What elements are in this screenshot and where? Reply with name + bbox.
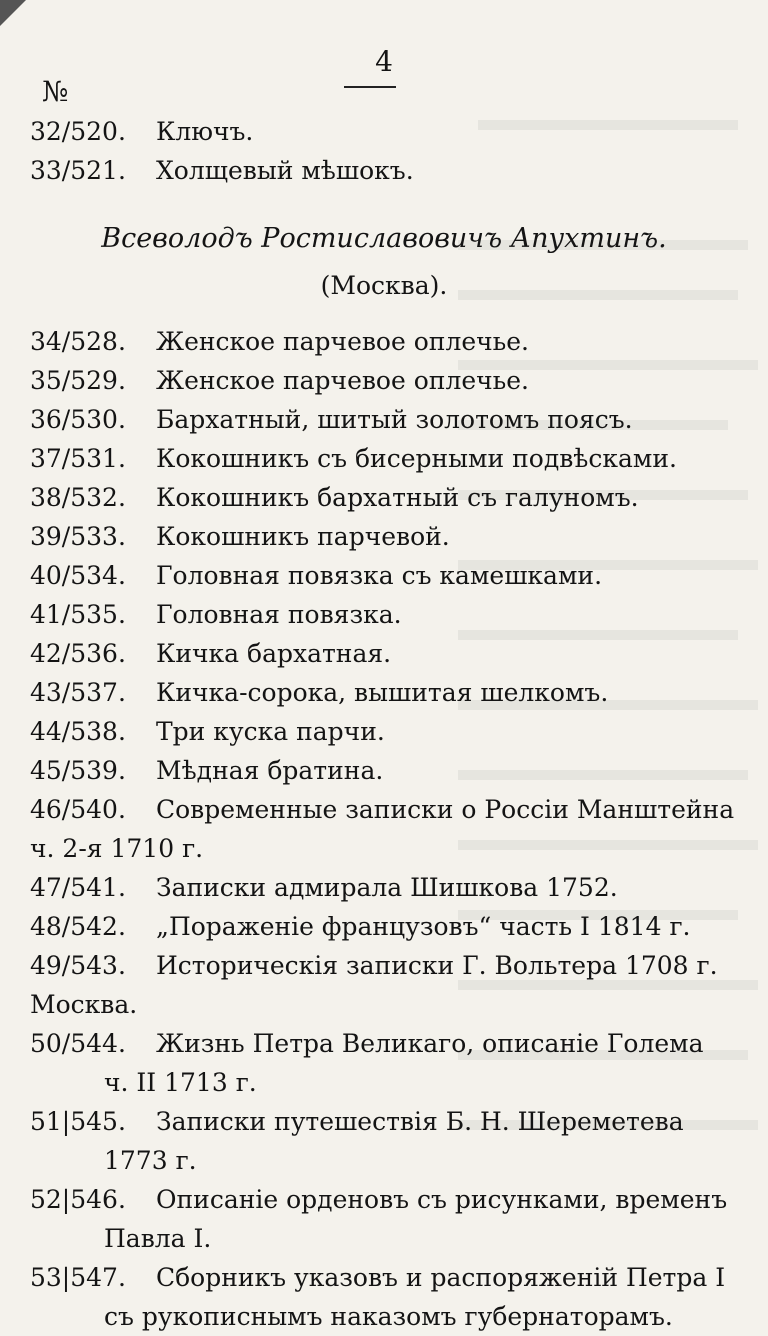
entry-continuation: ч. 2-я 1710 г. <box>30 834 204 863</box>
page-number-rule <box>344 86 396 88</box>
entry-number: 32/520. <box>30 117 126 146</box>
entry-number: 44/538. <box>30 717 126 746</box>
entry-line <box>30 673 724 712</box>
entry-text: Сборникъ указовъ и распоряженій Петра I <box>156 1263 726 1292</box>
catalog-entry <box>30 556 724 595</box>
entry-number: 53|547. <box>30 1263 126 1292</box>
entry-text: Записки путешествія Б. Н. Шереметева <box>156 1107 684 1136</box>
entry-number: 51|545. <box>30 1107 126 1136</box>
entry-line <box>30 556 724 595</box>
entry-text: Кичка бархатная. <box>156 639 392 668</box>
catalog-entry <box>30 751 724 790</box>
page-number: 4 <box>375 45 393 78</box>
entry-continuation: Павла I. <box>104 1224 212 1253</box>
catalog-entry <box>30 361 724 400</box>
entry-text: Жизнь Петра Великаго, описаніе Голема <box>156 1029 704 1058</box>
entry-text: Ключъ. <box>156 117 254 146</box>
entry-line <box>30 439 724 478</box>
entry-line <box>30 517 724 556</box>
entry-text: Женское парчевое оплечье. <box>156 327 529 356</box>
catalog-entry <box>30 151 730 190</box>
catalog-entry <box>30 673 724 712</box>
catalog-entry <box>30 478 724 517</box>
entry-line <box>30 1024 724 1063</box>
entry-number: 45/539. <box>30 756 126 785</box>
entry-number: 33/521. <box>30 156 126 185</box>
catalog-entry <box>30 634 724 673</box>
entry-number: 50/544. <box>30 1029 126 1058</box>
catalog-entry <box>30 868 724 907</box>
entry-text: „Пораженіе французовъ“ часть I 1814 г. <box>156 912 691 941</box>
catalog-entry <box>30 322 724 361</box>
entry-number: 47/541. <box>30 873 126 902</box>
catalog-entry <box>30 439 724 478</box>
entry-line <box>30 322 724 361</box>
entry-number: 36/530. <box>30 405 126 434</box>
entry-line <box>30 112 730 151</box>
entry-number: 43/537. <box>30 678 126 707</box>
entry-number: 52|546. <box>30 1185 126 1214</box>
catalog-entry <box>30 112 730 151</box>
catalog-entry <box>30 400 724 439</box>
entry-text: Головная повязка съ камешками. <box>156 561 603 590</box>
entry-number: 41/535. <box>30 600 126 629</box>
entry-line <box>30 1258 724 1297</box>
entry-text: Холщевый мѣшокъ. <box>156 156 414 185</box>
entry-text: Женское парчевое оплечье. <box>156 366 529 395</box>
entry-line <box>30 1180 728 1219</box>
catalog-entry <box>30 946 724 1024</box>
entry-line <box>30 361 724 400</box>
entry-number: 34/528. <box>30 327 126 356</box>
catalog-entry <box>30 1180 728 1258</box>
entry-number: 39/533. <box>30 522 126 551</box>
entry-list-main <box>30 322 735 1336</box>
entry-number: 42/536. <box>30 639 126 668</box>
entry-continuation: ч. II 1713 г. <box>104 1068 257 1097</box>
entry-continuation: 1773 г. <box>104 1146 197 1175</box>
catalog-entry <box>30 517 724 556</box>
entry-line <box>30 907 724 946</box>
entry-number: 48/542. <box>30 912 126 941</box>
catalog-entry <box>30 712 724 751</box>
catalog-entry <box>30 790 735 868</box>
entry-text: Историческія записки Г. Вольтера 1708 г. <box>156 951 718 980</box>
entry-text: Кокошникъ бархатный съ галуномъ. <box>156 483 639 512</box>
entry-line <box>30 400 724 439</box>
entry-line <box>30 478 724 517</box>
entry-text: Мѣдная братина. <box>156 756 384 785</box>
entry-line <box>30 595 724 634</box>
entry-line <box>30 868 724 907</box>
entry-text: Кокошникъ парчевой. <box>156 522 450 551</box>
catalog-entry <box>30 1024 724 1102</box>
entry-text: Описаніе орденовъ съ рисунками, временъ <box>156 1185 728 1214</box>
entry-line <box>30 1102 724 1141</box>
entry-text: Три куска парчи. <box>156 717 385 746</box>
entry-continuation: съ рукописнымъ наказомъ губернаторамъ. <box>104 1302 673 1331</box>
entry-text: Головная повязка. <box>156 600 402 629</box>
catalog-entry <box>30 595 724 634</box>
entry-text: Записки адмирала Шишкова 1752. <box>156 873 618 902</box>
entry-text: Кокошникъ съ бисерными подвѣсками. <box>156 444 677 473</box>
entry-line <box>30 751 724 790</box>
entry-line <box>30 946 724 985</box>
entry-text: Кичка-сорока, вышитая шелкомъ. <box>156 678 609 707</box>
entry-number: 37/531. <box>30 444 126 473</box>
entry-number: 46/540. <box>30 795 126 824</box>
catalog-entry <box>30 907 724 946</box>
entry-line <box>30 151 730 190</box>
entry-line <box>30 790 735 829</box>
section-heading: Всеволодъ Ростиславовичъ Апухтинъ. <box>101 223 667 254</box>
catalog-entry <box>30 1102 724 1180</box>
entry-list-top <box>30 112 730 190</box>
entry-continuation: Москва. <box>30 990 138 1019</box>
numero-column-header: № <box>42 75 69 108</box>
entry-text: Бархатный, шитый золотомъ поясъ. <box>156 405 633 434</box>
entry-line <box>30 712 724 751</box>
entry-number: 40/534. <box>30 561 126 590</box>
catalog-entry <box>30 1258 724 1336</box>
entry-line <box>30 634 724 673</box>
section-location: (Москва). <box>320 271 448 300</box>
page-corner-mark <box>0 0 26 26</box>
entry-number: 35/529. <box>30 366 126 395</box>
entry-number: 49/543. <box>30 951 126 980</box>
entry-number: 38/532. <box>30 483 126 512</box>
entry-text: Современные записки о Россіи Манштейна <box>156 795 735 824</box>
